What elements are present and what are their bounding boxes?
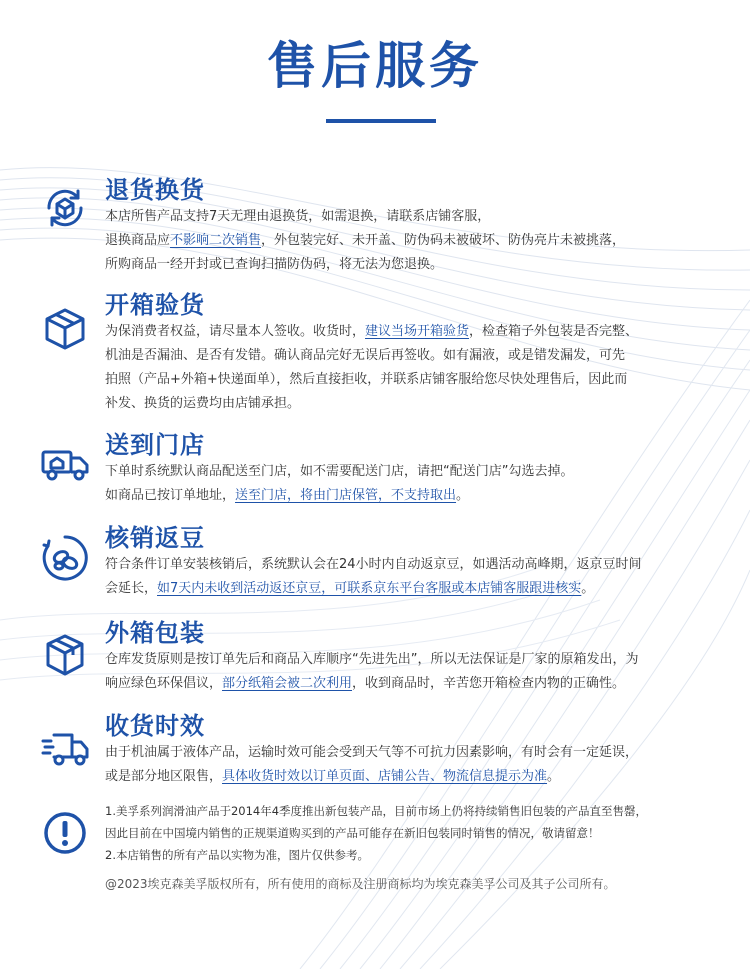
- copyright-text: @2023埃克森美孚版权所有，所有使用的商标及注册商标均为埃克森美孚公司及其子公司所有。: [105, 877, 616, 891]
- highlight-link: 具体收货时效以订单页面、店铺公告、物流信息提示为准: [222, 769, 548, 784]
- highlight-link: 送至门店，将由门店保管，不支持取出: [235, 488, 457, 503]
- section-title: 送到门店: [105, 431, 205, 459]
- section-title: 退货换货: [105, 176, 205, 204]
- section-title: 核销返豆: [105, 524, 205, 552]
- highlight-link: 如7天内未收到活动返还京豆，可联系京东平台客服或本店铺客服跟进核实: [157, 581, 582, 596]
- body-line: 由于机油属于液体产品，运输时效可能会受到天气等不可抗力因素影响，有时会有一定延误，: [105, 745, 639, 760]
- section-title: 收货时效: [105, 712, 205, 740]
- body-line: 退换商品应不影响二次销售，外包装完好、未开盖、防伪码未被破坏、防伪亮片未被挑落，: [105, 233, 626, 248]
- section-title: 外箱包装: [105, 619, 205, 647]
- return-exchange-icon: [40, 183, 90, 233]
- body-line: 符合条件订单安装核销后，系统默认会在24小时内自动返京豆，如遇活动高峰期，返京豆时间: [105, 557, 642, 572]
- beans-icon: [40, 533, 90, 583]
- title-underline: [326, 119, 436, 123]
- body-line: 响应绿色环保倡议，部分纸箱会被二次利用，收到商品时，辛苦您开箱检查内物的正确性。: [105, 676, 626, 691]
- highlight-link: 不影响二次销售: [170, 233, 262, 248]
- fast-delivery-icon: [40, 723, 90, 773]
- body-line: 所购商品一经开封或已查询扫描防伪码，将无法为您退换。: [105, 257, 444, 272]
- highlight-link: 部分纸箱会被二次利用: [222, 676, 353, 691]
- alert-icon: [40, 808, 90, 858]
- note-line: 因此目前在中国境内销售的正规渠道购买到的产品可能存在新旧包装同时销售的情况，敬请留意！: [105, 826, 600, 840]
- section-title: 开箱验货: [105, 291, 205, 319]
- body-line: 本店所售产品支持7天无理由退换货，如需退换，请联系店铺客服，: [105, 209, 491, 224]
- body-line: 如商品已按订单地址，送至门店，将由门店保管，不支持取出。: [105, 488, 470, 503]
- body-line: 下单时系统默认商品配送至门店，如不需要配送门店，请把“配送门店”勾选去掉。: [105, 464, 574, 479]
- body-line: 或是部分地区限售，具体收货时效以订单页面、店铺公告、物流信息提示为准。: [105, 769, 561, 784]
- highlight-link: 建议当场开箱验货: [365, 324, 470, 339]
- notes: [105, 800, 720, 866]
- body-line: 会延长，如7天内未收到活动返还京豆，可联系京东平台客服或本店铺客服跟进核实。: [105, 581, 595, 596]
- box-icon: [40, 630, 90, 680]
- section-body: [105, 205, 720, 277]
- section-body: [105, 553, 720, 601]
- body-line: 为保消费者权益，请尽量本人签收。收货时，建议当场开箱验货，检查箱子外包装是否完整、: [105, 324, 639, 339]
- note-line: 2.本店销售的所有产品以实物为准，图片仅供参考。: [105, 848, 369, 862]
- body-line: 仓库发货原则是按订单先后和商品入库顺序“先进先出”，所以无法保证是厂家的原箱发出，为: [105, 652, 639, 667]
- body-line: 补发、换货的运费均由店铺承担。: [105, 396, 301, 411]
- delivery-truck-icon: [40, 438, 90, 488]
- section-body: [105, 741, 720, 789]
- body-line: 拍照（产品+外箱+快递面单），然后直接拒收，并联系店铺客服给您尽快处理售后，因此而: [105, 372, 628, 387]
- section-body: [105, 648, 720, 696]
- section-body: [105, 460, 720, 508]
- page-title: 售后服务: [267, 37, 483, 95]
- section-body: [105, 320, 720, 416]
- package-inspect-icon: [40, 304, 90, 354]
- note-line: 1.美孚系列润滑油产品于2014年4季度推出新包装产品，目前市场上仍将持续销售旧包装的产品直至售罄，: [105, 804, 648, 818]
- body-line: 机油是否漏油、是否有发错。确认商品完好无误后再签收。如有漏液，或是错发漏发，可先: [105, 348, 626, 363]
